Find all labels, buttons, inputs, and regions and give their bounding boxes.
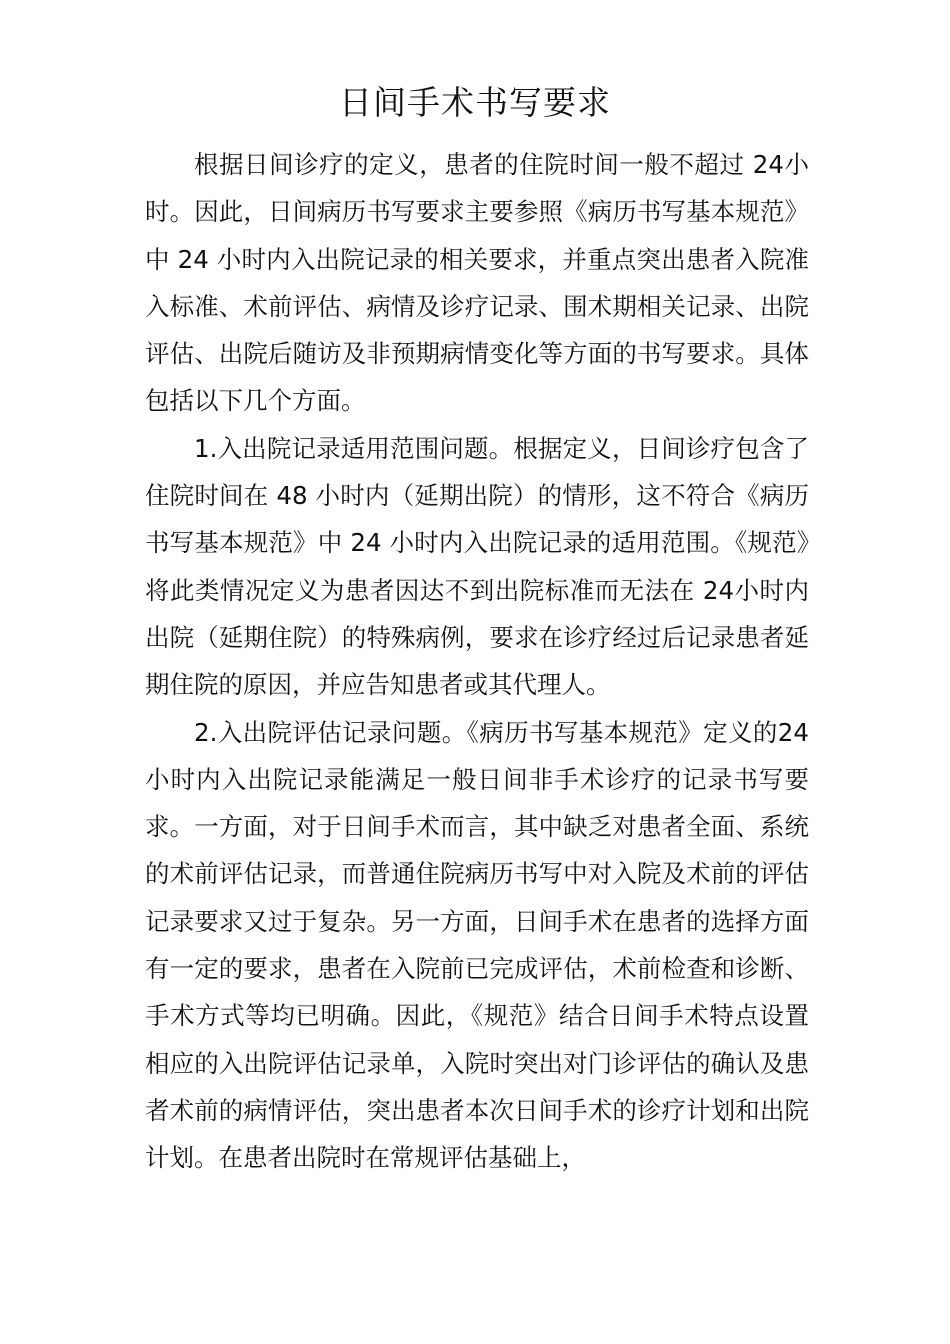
document-body <box>145 141 809 1182</box>
paragraph-point-2: 2.入出院评估记录问题。《病历书写基本规范》定义的24 小时内入出院记录能满足一般日间非手术诊疗的记录书写要求。一方面，对于日间手术而言，其中缺乏对患者全面、系统的术前评估记录，而普通住院病历书写中对入院及术前的评估记录要求又过于复杂。另一方面，日间手术在患者的选择方面有一定的要求，患者在入院前已完成评估，术前检查和诊断、手术方式等均已明确。因此，《规范》结合日间手术特点设置相应的入出院评估记录单，入院时突出对门诊评估的确认及患者术前的病情评估，突出患者本次日间手术的诊疗计划和出院计划。在患者出院时在常规评估基础上， <box>145 717 809 1173</box>
paragraph-intro: 根据日间诊疗的定义，患者的住院时间一般不超过 24小时。因此，日间病历书写要求主要参照《病历书写基本规范》中 24 小时内入出院记录的相关要求，并重点突出患者入院准入标准、术前评估、病情及诊疗记录、围术期相关记录、出院评估、出院后随访及非预期病情变化等方面的书写要求。具体包括以下几个方面。 <box>145 150 809 416</box>
document-title: 日间手术书写要求 <box>339 83 611 122</box>
paragraph-point-1: 1.入出院记录适用范围问题。根据定义，日间诊疗包含了住院时间在 48 小时内（延期出院）的情形，这不符合《病历书写基本规范》中 24 小时内入出院记录的适用范围。《规范》将此类情况定义为患者因达不到出院标准而无法在 24小时内出院（延期住院）的特殊病例，要求在诊疗经过后记录患者延期住院的原因，并应告知患者或其代理人。 <box>145 433 809 700</box>
